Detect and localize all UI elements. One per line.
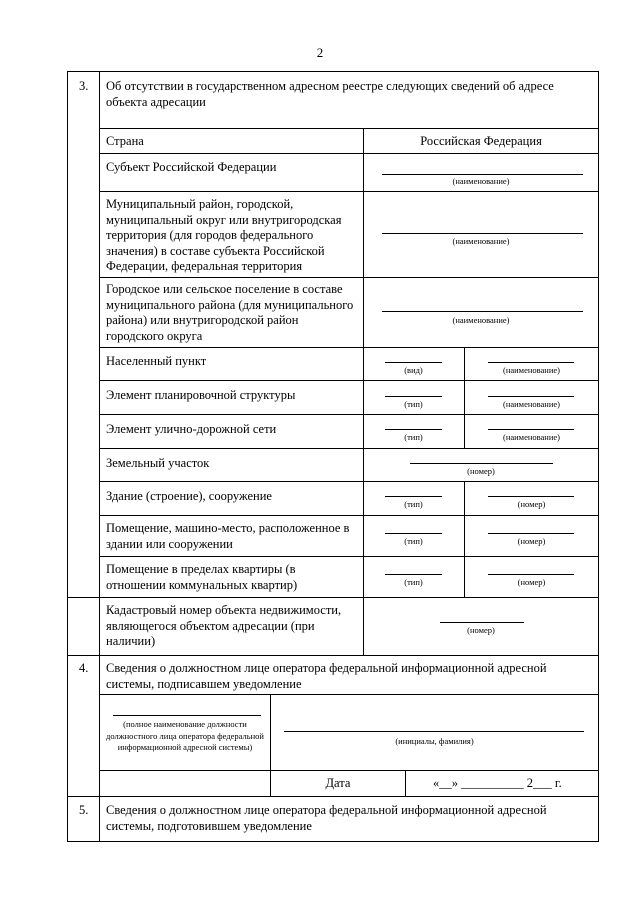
section-4-number: 4. <box>79 661 89 675</box>
subject-label: Субъект Российской Федерации <box>106 160 277 174</box>
page-number: 2 <box>316 45 324 60</box>
country-value: Российская Федерация <box>420 134 542 148</box>
room-number-caption: (номер) <box>517 536 546 546</box>
road-label: Элемент улично-дорожной сети <box>106 422 277 436</box>
settlement-label: Городское или сельское поселение в составе муниципального района (для муниципального района) или внутригородской район городского округа <box>106 282 354 343</box>
flat-label: Помещение в пределах квартиры (в отношении коммунальных квартир) <box>106 562 298 592</box>
municipal-label: Муниципальный район, городской, муниципальный округ или внутригородская территория (для городов федерального значения) в составе субъекта Российской Федерации, федеральная территория <box>106 197 342 273</box>
road-name-caption: (наименование) <box>502 432 561 442</box>
room-tip-caption: (тип) <box>404 536 423 546</box>
country-label: Страна <box>106 134 144 148</box>
section-4-title: Сведения о должностном лице оператора федеральной информационной адресной системы, подписавшем уведомление <box>106 661 547 691</box>
table-bottom-border <box>67 841 599 842</box>
subject-name-caption: (наименование) <box>452 176 510 186</box>
planning-name-caption: (наименование) <box>502 399 561 409</box>
building-label: Здание (строение), сооружение <box>106 489 272 503</box>
planning-label: Элемент планировочной структуры <box>106 388 296 402</box>
table-top-border <box>67 71 599 72</box>
locality-vid-caption: (вид) <box>404 365 423 375</box>
date-label: Дата <box>325 776 351 790</box>
building-tip-caption: (тип) <box>404 499 423 509</box>
position-caption: (полное наименование должности должностного лица оператора федеральной информационной адресной системы) <box>106 719 264 752</box>
flat-number-caption: (номер) <box>517 577 546 587</box>
room-label: Помещение, машино-место, расположенное в здании или сооружении <box>106 521 350 551</box>
section-3-number: 3. <box>79 79 89 93</box>
flat-tip-caption: (тип) <box>404 577 423 587</box>
section-3-title: Об отсутствии в государственном адресном реестре следующих сведений об адресе объекта адресации <box>106 79 554 109</box>
cadastral-label: Кадастровый номер объекта недвижимости, являющегося объектом адресации (при наличии) <box>106 603 342 648</box>
land-label: Земельный участок <box>106 456 210 470</box>
road-tip-caption: (тип) <box>404 432 423 442</box>
cadastral-number-caption: (номер) <box>467 625 495 635</box>
section-5-number: 5. <box>79 803 89 817</box>
land-number-caption: (номер) <box>467 466 495 476</box>
initials-caption: (инициалы, фамилия) <box>395 736 474 746</box>
municipal-name-caption: (наименование) <box>452 236 510 246</box>
locality-name-caption: (наименование) <box>502 365 561 375</box>
table-left-border <box>67 71 68 842</box>
section-5-title: Сведения о должностном лице оператора федеральной информационной адресной системы, подготовившем уведомление <box>106 803 547 833</box>
settlement-name-caption: (наименование) <box>452 315 510 325</box>
planning-tip-caption: (тип) <box>404 399 423 409</box>
locality-label: Населенный пункт <box>106 354 207 368</box>
building-number-caption: (номер) <box>517 499 546 509</box>
date-value: «__» __________ 2___ г. <box>433 776 562 790</box>
table-right-border <box>598 71 599 842</box>
